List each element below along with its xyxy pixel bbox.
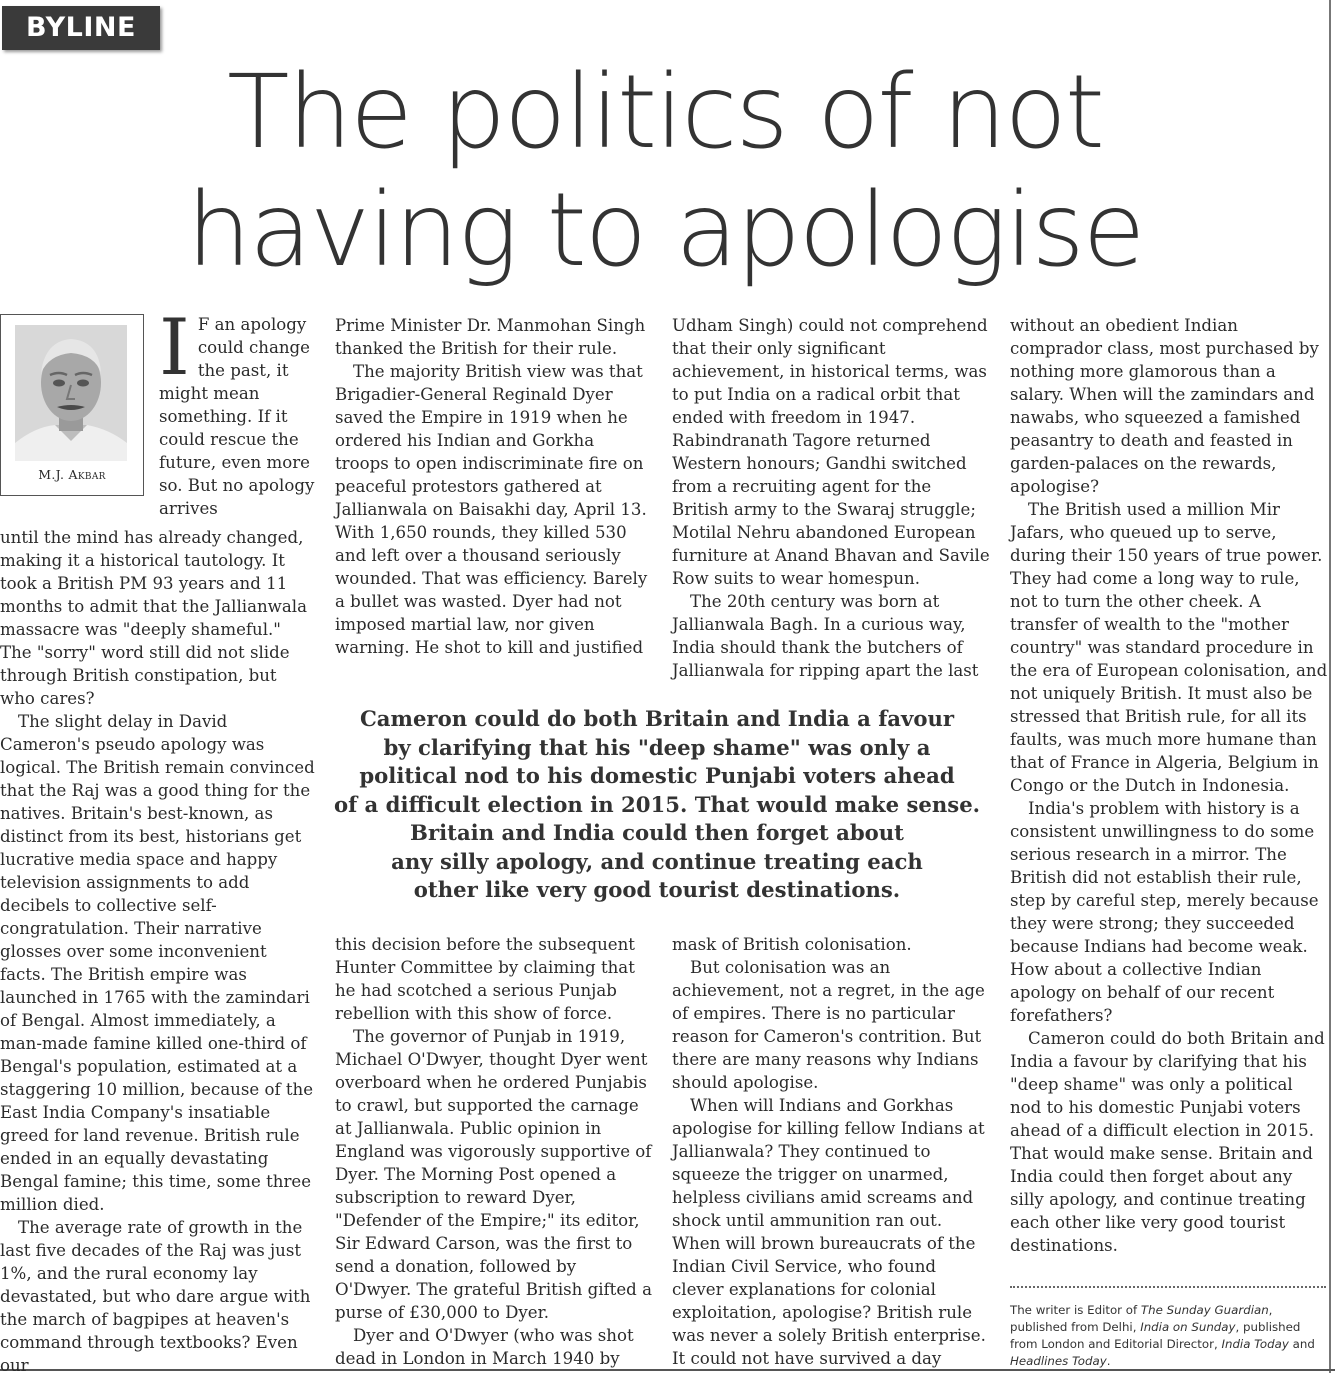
paragraph: India's problem with history is a consistent unwillingness to do some serious research in a mirror. The British did not establish their rule, step by careful step, merely because they were strong; they succeeded because Indians had become weak. How about a collective Indian apology on behalf of our recent forefathers?: [1010, 799, 1319, 1025]
author-name: M.J. Akbar: [38, 467, 106, 482]
pull-quote-line: any silly apology, and continue treating each: [391, 848, 923, 874]
paragraph: The governor of Punjab in 1919, Michael O'Dwyer, thought Dyer went overboard when he ordered Punjabis to crawl, but supported the carnage at Jallianwala. Public opinion in England was vigorously supportive of Dyer. The Morning Post opened a subscription to reward Dyer, "Defender of the Empire;" its editor, Sir Edward Carson, was the first to send a donation, followed by O'Dwyer. The grateful British gifted a purse of £30,000 to Dyer.: [335, 1027, 652, 1322]
paragraph: without an obedient Indian comprador class, most purchased by nothing more glamorous than a salary. When will the zamindars and nawabs, who squeezed a famished peasantry to death and feasted in garden-palaces on the rewards, apologise?: [1010, 316, 1319, 496]
paragraph: The 20th century was born at Jallianwala Bagh. In a curious way, India should thank the butchers of Jallianwala for ripping apart the last: [672, 592, 979, 680]
column-4: [1010, 314, 1328, 1257]
publication-name: The Sunday Guardian: [1140, 1303, 1269, 1317]
page-right-border: [1329, 0, 1331, 1373]
headline: [150, 54, 1180, 290]
paragraph: The slight delay in David Cameron's pseudo apology was logical. The British remain convinced that the Raj was a good thing for the natives. Britain's best-known, as distinct from its best, historians get lucrative media space and happy television assignments to add decibels to collective self-congratulation. Their narrative glosses over some inconvenient facts. The British empire was launched in 1765 with the zamindari of Bengal. Almost immediately, a man-made famine killed one-third of Bengal's population, estimated at a staggering 10 million, because of the East India Company's insatiable greed for land revenue. British rule ended in an equally devastating Bengal famine; this time, some three million died.: [0, 712, 315, 1214]
footnote-text: , published from Delhi,: [1010, 1303, 1273, 1334]
footnote-divider: [1010, 1286, 1326, 1288]
column-3-bottom: [672, 933, 990, 1370]
paragraph: Udham Singh) could not comprehend that their only significant achievement, in historical terms, was to put India on a radical orbit that ended with freedom in 1947. Rabindranath Tagore returned Western honours; Gandhi switched from a recruiting agent for the British army to the Swaraj struggle; Motilal Nehru abandoned European furniture at Anand Bhavan and Savile Row suits to wear homespun.: [672, 316, 990, 588]
pull-quote-line: political nod to his domestic Punjabi voters ahead: [359, 763, 955, 788]
column-3-top: [672, 314, 990, 682]
paragraph: The British used a million Mir Jafars, who queued up to serve, during their 150 years of true power. They had come a long way to rule, not to turn the other cheek. A transfer of wealth to the "mother country" was standard procedure in the era of European colonisation, and not uniquely British. It must also be stressed that British rule, for all its faults, was much more humane than that of France in Algeria, Belgium in Congo or the Dutch in Indonesia.: [1010, 500, 1328, 795]
paragraph: Cameron could do both Britain and India a favour by clarifying that his "deep shame" was only a political nod to his domestic Punjabi voters ahead of a difficult election in 2015. That would make sense. Britain and India could then forget about any silly apology, and continue treating each other like very good tourist destinations.: [1010, 1029, 1325, 1255]
pull-quote-line: of a difficult election in 2015. That would make sense.: [333, 791, 981, 817]
paragraph: this decision before the subsequent Hunter Committee by claiming that he had scotched a serious Punjab rebellion with this show of force.: [335, 935, 635, 1023]
paragraph: Dyer and O'Dwyer (who was shot dead in London in March 1940 by: [335, 1326, 634, 1368]
paragraph: The average rate of growth in the last five decades of the Raj was just 1%, and the rural economy lay devastated, but who dare argue with the march of bagpipes at heaven's command through textbooks? Even our: [0, 1218, 311, 1375]
column-2-top: [335, 314, 653, 659]
headline-line-2: having to apologise: [186, 171, 1144, 290]
drop-cap: I: [159, 303, 190, 393]
pull-quote-line: by clarifying that his "deep shame" was only a: [383, 734, 931, 760]
footnote-text: , published from London and Editorial Director,: [1010, 1320, 1301, 1351]
footnote-text: and: [1288, 1337, 1315, 1351]
paragraph: But colonisation was an achievement, not a regret, in the age of empires. There is no particular reason for Cameron's contrition. But there are many reasons why Indians should apologise.: [672, 958, 985, 1092]
section-tag: BYLINE: [2, 6, 160, 50]
pull-quote-line: Britain and India could then forget about: [410, 820, 904, 845]
pull-quote: [332, 705, 982, 905]
publication-name: India Today: [1221, 1337, 1289, 1351]
author-photo-box: [0, 314, 144, 496]
paragraph: until the mind has already changed, making it a historical tautology. It took a British PM 93 years and 11 months to admit that the Jallianwala massacre was "deeply shameful." The "sorry" word still did not slide through British constipation, but who cares?: [0, 528, 307, 708]
column-1: [0, 526, 316, 1377]
author-footnote: [1010, 1302, 1330, 1370]
publication-name: Headlines Today: [1010, 1354, 1107, 1368]
publication-name: India on Sunday: [1140, 1320, 1236, 1334]
column-1-lead: [159, 303, 317, 520]
pull-quote-line: other like very good tourist destinations.: [413, 877, 901, 902]
paragraph: Prime Minister Dr. Manmohan Singh thanked the British for their rule.: [335, 316, 646, 358]
column-2-bottom: [335, 933, 653, 1370]
paragraph: When will Indians and Gorkhas apologise for killing fellow Indians at Jallianwala? They continued to squeeze the trigger on unarmed, helpless civilians amid screams and shock until ammunition ran out. When will brown bureaucrats of the Indian Civil Service, who found clever explanations for colonial exploitation, apologise? British rule was never a solely British enterprise. It could not have survived a day: [672, 1096, 986, 1368]
footnote-text: The writer is Editor of: [1010, 1303, 1141, 1317]
author-portrait-icon: [15, 325, 127, 461]
paragraph: mask of British colonisation.: [672, 935, 912, 954]
headline-line-1: The politics of not: [227, 53, 1103, 172]
paragraph: The majority British view was that Brigadier-General Reginald Dyer saved the Empire in 1919 when he ordered his Indian and Gorkha troops to open indiscriminate fire on peaceful protestors gathered at Jallianwala on Baisakhi day, April 13. With 1,650 rounds, they killed 530 and left over a thousand seriously wounded. That was efficiency. Barely a bullet was wasted. Dyer had not imposed martial law, nor given warning. He shot to kill and justified: [335, 362, 648, 657]
footnote-text: .: [1106, 1354, 1111, 1368]
pull-quote-line: Cameron could do both Britain and India a favour: [359, 706, 955, 731]
lead-paragraph: F an apology could change the past, it might mean something. If it could rescue the future, even more so. But no apology arrives: [159, 315, 315, 518]
